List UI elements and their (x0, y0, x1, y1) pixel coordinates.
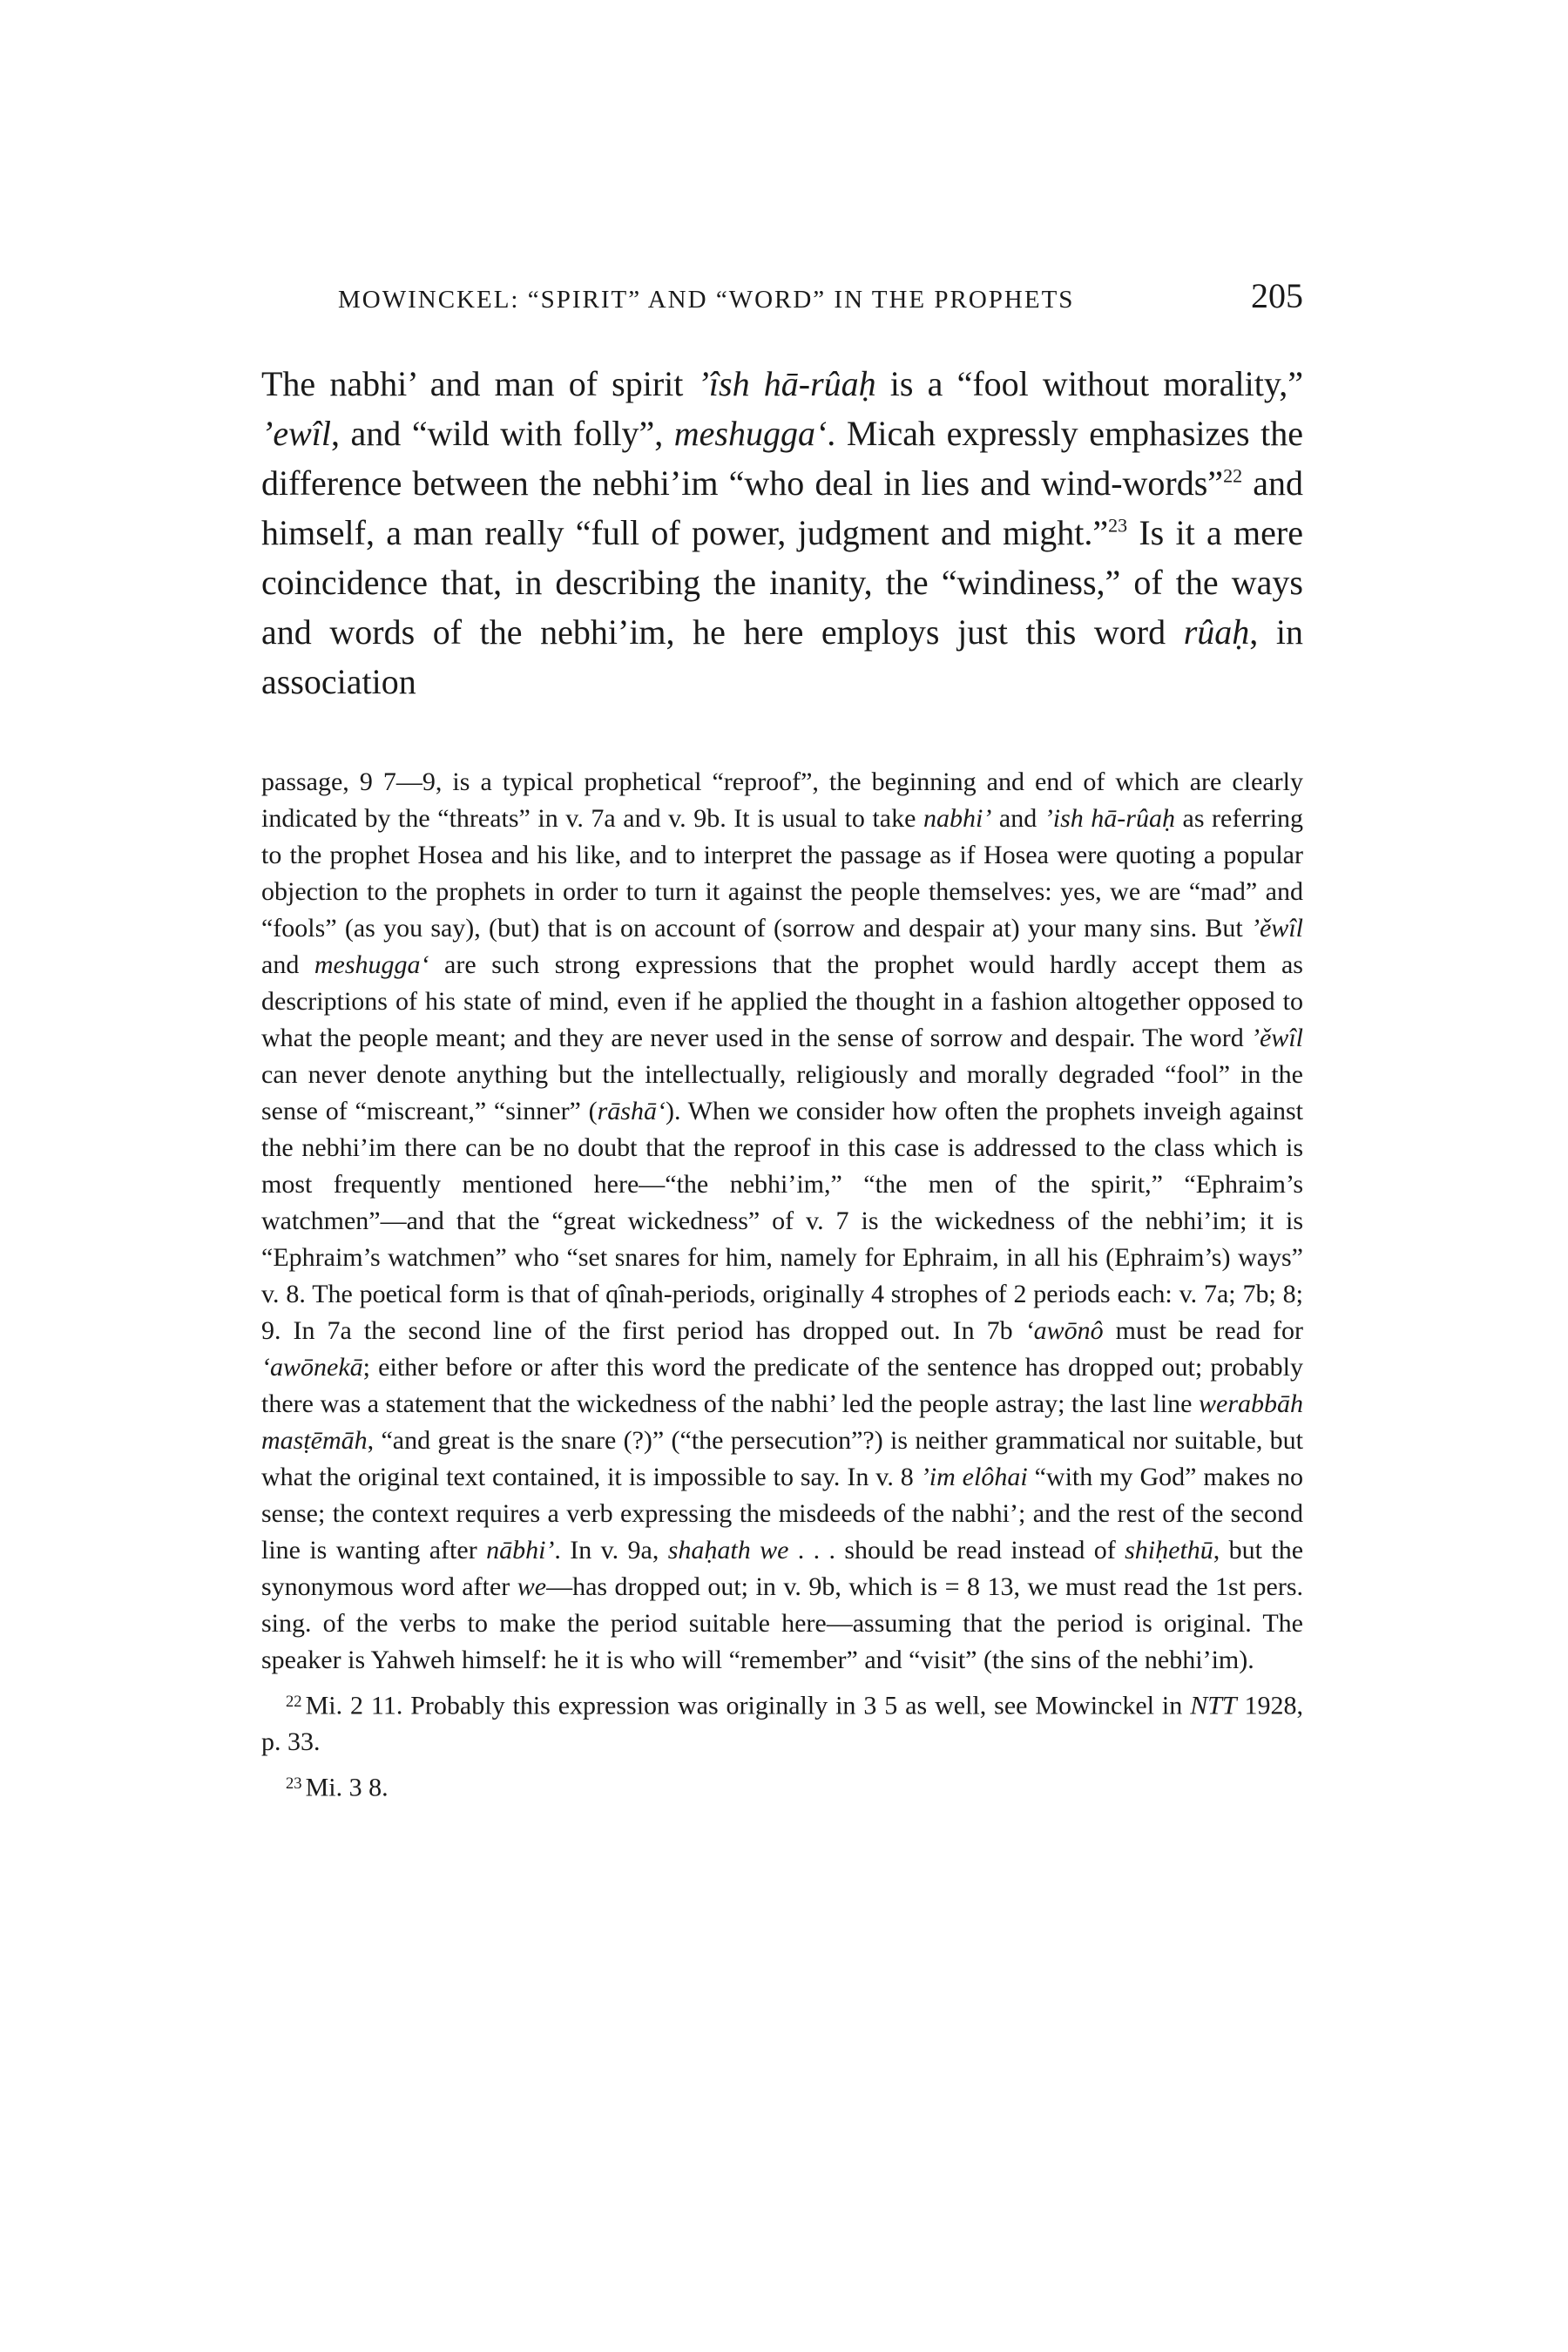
hebrew-term: ‘awōnekā (261, 1353, 363, 1382)
page-number: 205 (1251, 276, 1303, 315)
hebrew-term: ’im elôhai (920, 1463, 1028, 1491)
main-paragraph (261, 359, 1303, 706)
hebrew-term: meshugga‘ (314, 950, 429, 979)
hebrew-term: ’îsh hā-rûaḥ (697, 364, 876, 403)
footnote-ref[interactable]: 23 (1108, 514, 1128, 537)
footnote-text: Mi. 2 11. Probably this expression was originally in 3 5 as well, see Mowinckel in (305, 1691, 1191, 1720)
hebrew-term: nābhi’ (486, 1536, 555, 1565)
footnote-ref[interactable]: 22 (1223, 464, 1243, 487)
text-run: . Micah expressly emphasizes the difference between the nebhi’im “who deal in lies and wind-words” (261, 414, 1303, 503)
page (261, 272, 1303, 1807)
journal-abbrev: NTT (1190, 1691, 1237, 1720)
note-run: . . . should be read instead of (788, 1536, 1125, 1565)
footnote-number: 22 (286, 1693, 302, 1711)
note-run: and (261, 950, 314, 979)
hebrew-term: shaḥath we (667, 1536, 789, 1565)
hebrew-term: ’ěwîl (1251, 914, 1303, 943)
footnote-number: 23 (286, 1774, 302, 1794)
footnote-23 (261, 1766, 1303, 1806)
hebrew-term: shiḥethū (1125, 1536, 1213, 1565)
hebrew-term: nabhi’ (923, 804, 992, 833)
text-run: Is it a mere coincidence that, in describing the inanity, the “windiness,” of the ways and words of the nebhi’im, he here employs just this word (261, 513, 1303, 652)
note-run: must be read for (1103, 1316, 1303, 1345)
hebrew-term: rāshā‘ (597, 1097, 666, 1125)
footnote-22 (261, 1684, 1303, 1761)
hebrew-term: rûaḥ (1183, 612, 1250, 652)
hebrew-term: ’ish hā-rûaḥ (1044, 804, 1175, 833)
hebrew-term: werabbāh masṭēmāh (261, 1389, 1303, 1455)
running-head-title: MOWINCKEL: “SPIRIT” AND “WORD” IN THE PROPHETS (338, 286, 1075, 314)
footnote-text: 1928, p. 33. (261, 1691, 1303, 1757)
note-run: are such strong expressions that the prophet would hardly accept them as descriptions of his state of mind, even if he applied the thought in a fashion altogether opposed to what the people meant; and they are never used in the sense of sorrow and despair. The word (261, 950, 1303, 1052)
note-run: ). When we consider how often the prophets inveigh against the nebhi’im there can be no doubt that the reproof in this case is addressed to the class which is most frequently mentioned here—“the nebhi’im,” “the men of the spirit,” “Ephraim’s watchmen”—and that the “great wickedness” of v. 7 is the wickedness of the nebhi’im; it is “Ephraim’s watchmen” who “set snares for him, namely for Ephraim, in all his (Ephraim’s) ways” v. 8. The poetical form is that of qînah-periods, originally 4 strophes of 2 periods each: v. 7a; 7b; 8; 9. In 7a the second line of the first period has dropped out. In 7b (261, 1097, 1303, 1345)
hebrew-term: meshugga‘ (673, 414, 828, 453)
text-run: is a “fool without morality,” (875, 364, 1304, 403)
footnote-text: Mi. 3 8. (305, 1773, 389, 1802)
note-run: . In v. 9a, (554, 1536, 668, 1565)
hebrew-term: we (517, 1572, 547, 1601)
footnotes-section (261, 764, 1303, 1807)
note-run: , but the synonymous word after (261, 1536, 1304, 1601)
text-run: , and “wild with folly”, (330, 414, 674, 453)
note-run: ; either before or after this word the predicate of the sentence has dropped out; probably there was a statement that the wickedness of the nabhi’ led the people astray; the last line (261, 1353, 1303, 1418)
text-run: and himself, a man really “full of power, judgment and might.” (261, 463, 1303, 552)
note-run: “with my God” makes no sense; the context requires a verb expressing the misdeeds of the nabhi’; and the rest of the second line is wanting after (261, 1463, 1303, 1565)
hebrew-term: ‘awōnô (1024, 1316, 1104, 1345)
hebrew-term: ’ěwîl (1251, 1024, 1303, 1052)
text-run: The nabhi’ and man of spirit (261, 364, 698, 403)
note-run: and (991, 804, 1044, 833)
note-run: , “and great is the snare (?)” (“the persecution”?) is neither grammatical nor suitable, but what the original text contained, it is impossible to say. In v. 8 (261, 1426, 1303, 1491)
text-run: , in association (261, 612, 1303, 701)
note-run: passage, 9 7—9, is a typical prophetical “reproof”, the beginning and end of which are clearly indicated by the “threats” in v. 7a and v. 9b. It is usual to take (261, 767, 1303, 833)
note-run: as referring to the prophet Hosea and his like, and to interpret the passage as if Hosea were quoting a popular objection to the prophets in order to turn it against the people themselves: yes, we are “mad” and “fools” (as you say), (but) that is on account of (sorrow and despair at) your many sins. But (261, 804, 1303, 943)
hebrew-term: ’ewîl (261, 414, 331, 453)
running-head (261, 272, 1303, 321)
continued-footnote (261, 764, 1303, 1679)
note-run: can never denote anything but the intellectually, religiously and morally degraded “fool” in the sense of “miscreant,” “sinner” ( (261, 1060, 1303, 1125)
note-run: —has dropped out; in v. 9b, which is = 8 13, we must read the 1st pers. sing. of the verbs to make the period suitable here—assuming that the period is original. The speaker is Yahweh himself: he it is who will “remember” and “visit” (the sins of the nebhi’im). (261, 1572, 1303, 1674)
